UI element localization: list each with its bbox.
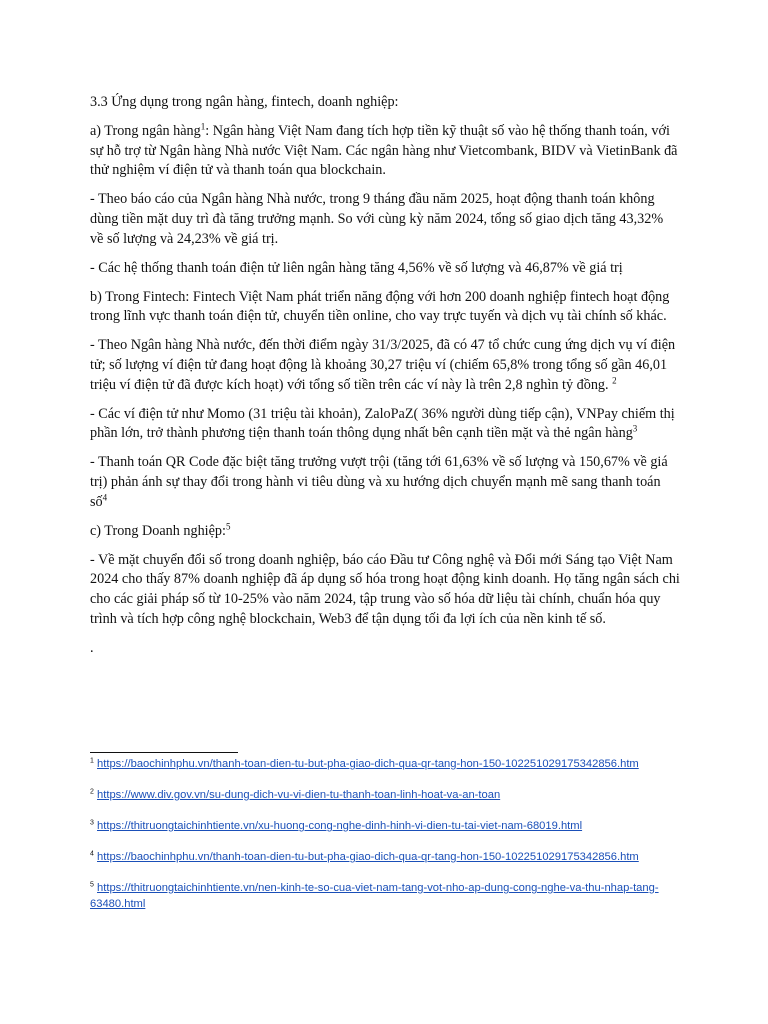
footnote-link-5[interactable]: https://thitruongtaichinhtiente.vn/nen-kinh-te-so-cua-viet-nam-tang-vot-nho-ap-dung-cong-nghe-va-thu-nhap-tang-63480.html <box>90 882 659 910</box>
footnote-4: $^4$ https://baochinhphu.vn/thanh-toan-dien-tu-but-pha-giao-dich-qua-qr-tang-hon-150-102251029175342856.htm <box>90 850 639 863</box>
document-body <box>90 93 680 668</box>
paragraph-ewallet-stats: - Theo Ngân hàng Nhà nước, đến thời điểm ngày 31/3/2025, đã có 47 tổ chức cung ứng dịch vụ ví điện tử; số lượng ví điện tử đang hoạt động là khoảng 30,27 triệu ví (chiếm 65,8% trong tổng số gần 46,01 triệu ví điện tử đã được kích hoạt) với tổng số tiền trên các ví này là trên 2,8 nghìn tỷ đồng. $^2$ <box>90 337 676 393</box>
footnote-separator <box>90 752 238 753</box>
footnote-ref-2[interactable]: 2 <box>612 374 617 385</box>
footnote-ref-1[interactable]: 1 <box>200 121 206 132</box>
footnote-ref-4[interactable]: 4 <box>102 491 108 502</box>
paragraph-interbank: - Các hệ thống thanh toán điện tử liên ngân hàng tăng 4,56% về số lượng và 46,87% về giá trị <box>90 259 623 276</box>
paragraph-qr-code: - Thanh toán QR Code đặc biệt tăng trưởng vượt trội (tăng tới 61,63% về số lượng và 150,67% về giá trị) phản ánh sự thay đổi trong hành vi tiêu dùng và xu hướng dịch chuyển mạnh mẽ sang thanh toán số$^4$ <box>90 454 668 510</box>
paragraph-enterprise-digital: - Về mặt chuyển đổi số trong doanh nghiệp, báo cáo Đầu tư Công nghệ và Đổi mới Sáng tạo Việt Nam 2024 cho thấy 87% doanh nghiệp đã áp dụng số hóa trong hoạt động kinh doanh. Họ tăng ngân sách chi cho các giải pháp số từ 10-25% vào năm 2024, tập trung vào số hóa dữ liệu tài chính, chuẩn hóa quy trình và tích hợp công nghệ blockchain, Web3 để tận dụng tối đa lợi ích của nền kinh tế số. <box>90 551 680 627</box>
trailing-dot: . <box>90 639 94 656</box>
paragraph-fintech-intro: b) Trong Fintech: Fintech Việt Nam phát triển năng động với hơn 200 doanh nghiệp fintech hoạt động trong lĩnh vực thanh toán điện tử, chuyển tiền online, cho vay trực tuyến và dịch vụ tài chính số khác. <box>90 288 670 325</box>
footnotes <box>90 757 680 928</box>
footnote-link-1[interactable]: https://baochinhphu.vn/thanh-toan-dien-tu-but-pha-giao-dich-qua-qr-tang-hon-150-102251029175342856.htm <box>97 758 639 770</box>
paragraph-banking-intro: a) Trong ngân hàng$^1$: Ngân hàng Việt Nam đang tích hợp tiền kỹ thuật số vào hệ thống thanh toán, với sự hỗ trợ từ Ngân hàng Nhà nước Việt Nam. Các ngân hàng như Vietcombank, BIDV và VietinBank đã thử nghiệm ví điện tử và thanh toán qua blockchain. <box>90 121 678 179</box>
footnote-1: $^1$ https://baochinhphu.vn/thanh-toan-dien-tu-but-pha-giao-dich-qua-qr-tang-hon-150-102251029175342856.htm <box>90 757 639 770</box>
footnote-3: $^3$ https://thitruongtaichinhtiente.vn/xu-huong-cong-nghe-dinh-hinh-vi-dien-tu-tai-viet-nam-68019.html <box>90 819 583 832</box>
paragraph-cashless-report: - Theo báo cáo của Ngân hàng Nhà nước, trong 9 tháng đầu năm 2025, hoạt động thanh toán không dùng tiền mặt duy trì đà tăng trưởng mạnh. So với cùng kỳ năm 2024, tổng số giao dịch tăng 43,32% về số lượng và 24,23% về giá trị. <box>90 191 664 247</box>
footnote-link-2[interactable]: https://www.div.gov.vn/su-dung-dich-vu-vi-dien-tu-thanh-toan-linh-hoat-va-an-toan <box>97 789 501 801</box>
footnote-2: $^2$ https://www.div.gov.vn/su-dung-dich-vu-vi-dien-tu-thanh-toan-linh-hoat-va-an-toan <box>90 788 501 801</box>
section-heading: 3.3 Ứng dụng trong ngân hàng, fintech, doanh nghiệp: <box>90 94 399 110</box>
footnote-link-3[interactable]: https://thitruongtaichinhtiente.vn/xu-huong-cong-nghe-dinh-hinh-vi-dien-tu-tai-viet-nam-68019.html <box>97 820 583 832</box>
footnote-link-4[interactable]: https://baochinhphu.vn/thanh-toan-dien-tu-but-pha-giao-dich-qua-qr-tang-hon-150-102251029175342856.htm <box>97 851 639 863</box>
paragraph-enterprise-heading: c) Trong Doanh nghiệp:$^5$ <box>90 520 231 539</box>
footnote-ref-5[interactable]: 5 <box>225 520 231 531</box>
paragraph-ewallet-market: - Các ví điện tử như Momo (31 triệu tài khoản), ZaloPaZ( 36% người dùng tiếp cận), VNPay chiếm thị phần lớn, trở thành phương tiện thanh toán thông dụng nhất bên cạnh tiền mặt và thẻ ngân hàng$^3$ <box>90 405 675 442</box>
footnote-5: $^5$ https://thitruongtaichinhtiente.vn/nen-kinh-te-so-cua-viet-nam-tang-vot-nho-ap-dung-cong-nghe-va-thu-nhap-tang-63480.html <box>90 881 659 910</box>
footnote-ref-3[interactable]: 3 <box>632 423 638 434</box>
